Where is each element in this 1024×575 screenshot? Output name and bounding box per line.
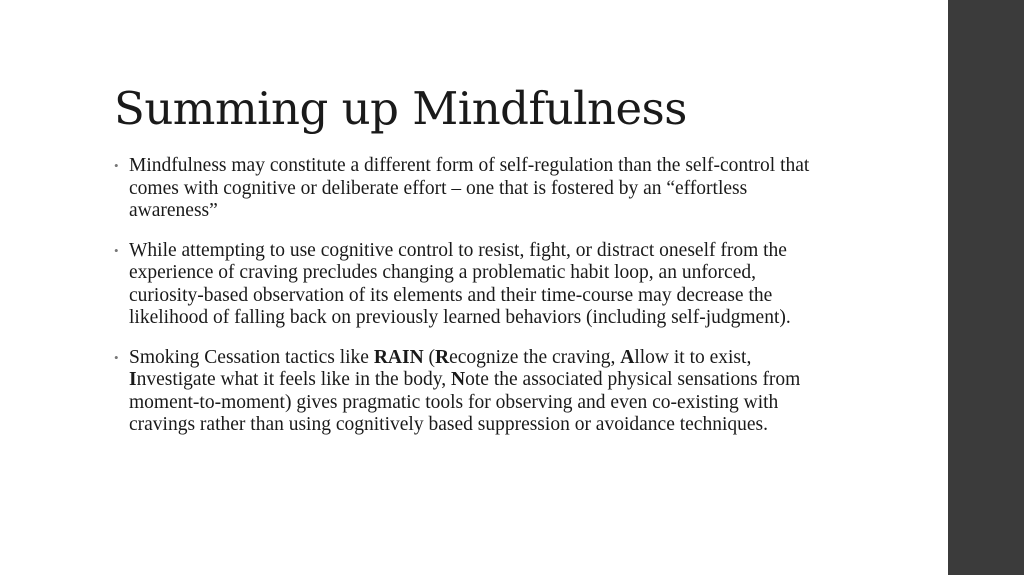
side-accent-bar: [948, 0, 1024, 575]
text-segment: llow it to exist,: [634, 346, 752, 368]
bullet-item: [114, 347, 834, 437]
bullet-dot-icon: •: [114, 349, 119, 365]
acronym-letter-a: A: [620, 346, 635, 368]
acronym-letter-i: I: [129, 369, 137, 390]
bullet-text: While attempting to use cognitive control to resist, fight, or distract oneself from the experience of craving precludes changing a problematic habit loop, an unforced, curiosity-based observation of its elements and their time-course may decrease the likelihood of falling back on previously learned behaviors (including self-judgment).: [129, 239, 791, 328]
acronym-letter-n: N: [451, 369, 466, 390]
slide-title: Summing up Mindfulness: [114, 82, 687, 135]
bullet-item: [114, 240, 834, 330]
text-segment: Smoking Cessation tactics like: [129, 346, 374, 368]
bullet-item: [114, 155, 834, 223]
bullet-dot-icon: •: [114, 158, 119, 173]
text-segment: ote the associated physical sensations from moment-to-moment) gives pragmatic tools for observing and even co-existing with cravings rather than using cognitively based suppression or avoidance techniques.: [129, 369, 801, 435]
bullet-text: Mindfulness may constitute a different form of self-regulation than the self-control that comes with cognitive or deliberate effort – one that is fostered by an “effortless awareness”: [129, 155, 810, 221]
rain-acronym: RAIN: [373, 346, 424, 368]
acronym-letter-r: R: [435, 346, 450, 368]
text-segment: (: [423, 346, 436, 368]
bullet-list: [114, 155, 834, 454]
text-segment: ecognize the craving,: [449, 346, 621, 368]
bullet-dot-icon: •: [114, 242, 119, 258]
bullet-text: [129, 347, 800, 436]
text-segment: nvestigate what it feels like in the body,: [136, 369, 452, 390]
